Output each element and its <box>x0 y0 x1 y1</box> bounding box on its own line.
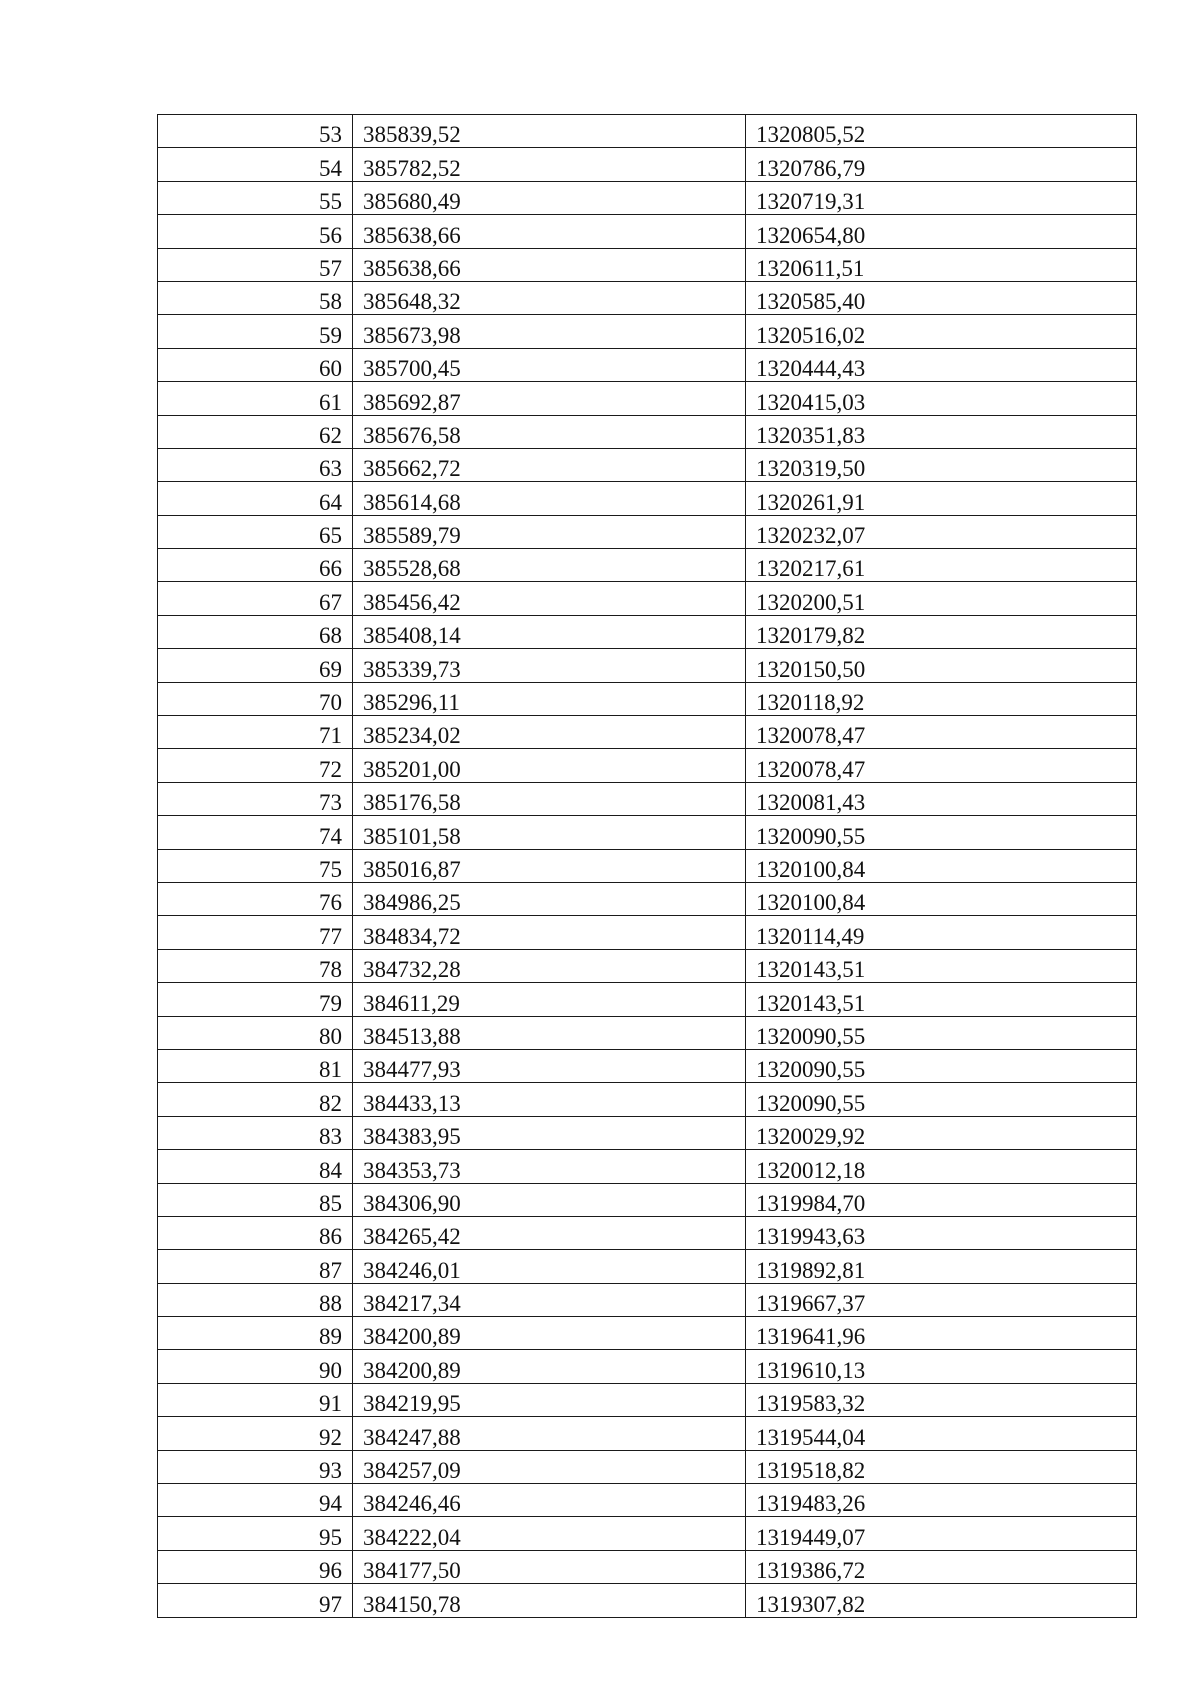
point-number-cell: 58 <box>158 281 353 314</box>
x-coordinate-cell: 385339,73 <box>353 649 746 682</box>
point-number-cell: 73 <box>158 782 353 815</box>
y-coordinate-cell: 1320090,55 <box>746 816 1137 849</box>
x-coordinate-cell: 385408,14 <box>353 615 746 648</box>
point-number-cell: 93 <box>158 1450 353 1483</box>
point-number-cell: 91 <box>158 1383 353 1416</box>
table-row <box>158 1083 1137 1116</box>
point-number-cell: 92 <box>158 1417 353 1450</box>
table-row <box>158 482 1137 515</box>
x-coordinate-cell: 385839,52 <box>353 115 746 148</box>
table-row <box>158 916 1137 949</box>
table-row <box>158 1383 1137 1416</box>
y-coordinate-cell: 1320090,55 <box>746 1016 1137 1049</box>
x-coordinate-cell: 384732,28 <box>353 949 746 982</box>
y-coordinate-cell: 1320179,82 <box>746 615 1137 648</box>
x-coordinate-cell: 385680,49 <box>353 181 746 214</box>
table-row <box>158 682 1137 715</box>
point-number-cell: 74 <box>158 816 353 849</box>
point-number-cell: 81 <box>158 1049 353 1082</box>
coordinates-table-body <box>158 115 1137 1618</box>
x-coordinate-cell: 384477,93 <box>353 1049 746 1082</box>
point-number-cell: 61 <box>158 382 353 415</box>
y-coordinate-cell: 1320805,52 <box>746 115 1137 148</box>
x-coordinate-cell: 384222,04 <box>353 1517 746 1550</box>
point-number-cell: 84 <box>158 1150 353 1183</box>
point-number-cell: 82 <box>158 1083 353 1116</box>
y-coordinate-cell: 1320090,55 <box>746 1049 1137 1082</box>
y-coordinate-cell: 1319610,13 <box>746 1350 1137 1383</box>
point-number-cell: 60 <box>158 348 353 381</box>
x-coordinate-cell: 385176,58 <box>353 782 746 815</box>
y-coordinate-cell: 1320143,51 <box>746 949 1137 982</box>
y-coordinate-cell: 1319386,72 <box>746 1550 1137 1583</box>
y-coordinate-cell: 1320143,51 <box>746 983 1137 1016</box>
y-coordinate-cell: 1320029,92 <box>746 1116 1137 1149</box>
table-row <box>158 816 1137 849</box>
table-row <box>158 382 1137 415</box>
table-row <box>158 1049 1137 1082</box>
y-coordinate-cell: 1319641,96 <box>746 1317 1137 1350</box>
y-coordinate-cell: 1320786,79 <box>746 148 1137 181</box>
point-number-cell: 83 <box>158 1116 353 1149</box>
x-coordinate-cell: 385456,42 <box>353 582 746 615</box>
point-number-cell: 65 <box>158 515 353 548</box>
x-coordinate-cell: 384353,73 <box>353 1150 746 1183</box>
table-row <box>158 1584 1137 1617</box>
y-coordinate-cell: 1320319,50 <box>746 448 1137 481</box>
table-row <box>158 716 1137 749</box>
y-coordinate-cell: 1320081,43 <box>746 782 1137 815</box>
table-row <box>158 1016 1137 1049</box>
point-number-cell: 94 <box>158 1484 353 1517</box>
table-row <box>158 315 1137 348</box>
x-coordinate-cell: 385673,98 <box>353 315 746 348</box>
y-coordinate-cell: 1319984,70 <box>746 1183 1137 1216</box>
table-row <box>158 1317 1137 1350</box>
table-row <box>158 582 1137 615</box>
y-coordinate-cell: 1320261,91 <box>746 482 1137 515</box>
table-row <box>158 348 1137 381</box>
table-row <box>158 1417 1137 1450</box>
x-coordinate-cell: 384433,13 <box>353 1083 746 1116</box>
point-number-cell: 79 <box>158 983 353 1016</box>
x-coordinate-cell: 385648,32 <box>353 281 746 314</box>
point-number-cell: 67 <box>158 582 353 615</box>
x-coordinate-cell: 384219,95 <box>353 1383 746 1416</box>
point-number-cell: 85 <box>158 1183 353 1216</box>
point-number-cell: 86 <box>158 1216 353 1249</box>
x-coordinate-cell: 385016,87 <box>353 849 746 882</box>
x-coordinate-cell: 384150,78 <box>353 1584 746 1617</box>
point-number-cell: 62 <box>158 415 353 448</box>
x-coordinate-cell: 384246,01 <box>353 1250 746 1283</box>
y-coordinate-cell: 1320100,84 <box>746 882 1137 915</box>
point-number-cell: 76 <box>158 882 353 915</box>
y-coordinate-cell: 1320351,83 <box>746 415 1137 448</box>
table-row <box>158 1517 1137 1550</box>
point-number-cell: 68 <box>158 615 353 648</box>
point-number-cell: 53 <box>158 115 353 148</box>
point-number-cell: 96 <box>158 1550 353 1583</box>
x-coordinate-cell: 384177,50 <box>353 1550 746 1583</box>
x-coordinate-cell: 385296,11 <box>353 682 746 715</box>
x-coordinate-cell: 384200,89 <box>353 1317 746 1350</box>
x-coordinate-cell: 384257,09 <box>353 1450 746 1483</box>
y-coordinate-cell: 1320719,31 <box>746 181 1137 214</box>
point-number-cell: 77 <box>158 916 353 949</box>
table-row <box>158 281 1137 314</box>
x-coordinate-cell: 384200,89 <box>353 1350 746 1383</box>
y-coordinate-cell: 1320078,47 <box>746 716 1137 749</box>
x-coordinate-cell: 385638,66 <box>353 215 746 248</box>
y-coordinate-cell: 1319943,63 <box>746 1216 1137 1249</box>
table-row <box>158 1350 1137 1383</box>
table-row <box>158 181 1137 214</box>
y-coordinate-cell: 1319483,26 <box>746 1484 1137 1517</box>
y-coordinate-cell: 1320078,47 <box>746 749 1137 782</box>
point-number-cell: 97 <box>158 1584 353 1617</box>
point-number-cell: 59 <box>158 315 353 348</box>
y-coordinate-cell: 1320444,43 <box>746 348 1137 381</box>
y-coordinate-cell: 1320516,02 <box>746 315 1137 348</box>
table-row <box>158 615 1137 648</box>
point-number-cell: 75 <box>158 849 353 882</box>
table-row <box>158 415 1137 448</box>
point-number-cell: 69 <box>158 649 353 682</box>
table-row <box>158 1216 1137 1249</box>
table-row <box>158 1550 1137 1583</box>
point-number-cell: 87 <box>158 1250 353 1283</box>
x-coordinate-cell: 384513,88 <box>353 1016 746 1049</box>
table-row <box>158 849 1137 882</box>
x-coordinate-cell: 384247,88 <box>353 1417 746 1450</box>
x-coordinate-cell: 385101,58 <box>353 816 746 849</box>
y-coordinate-cell: 1320217,61 <box>746 549 1137 582</box>
point-number-cell: 54 <box>158 148 353 181</box>
x-coordinate-cell: 385589,79 <box>353 515 746 548</box>
point-number-cell: 88 <box>158 1283 353 1316</box>
x-coordinate-cell: 385638,66 <box>353 248 746 281</box>
y-coordinate-cell: 1320118,92 <box>746 682 1137 715</box>
x-coordinate-cell: 384306,90 <box>353 1183 746 1216</box>
table-row <box>158 1183 1137 1216</box>
y-coordinate-cell: 1319583,32 <box>746 1383 1137 1416</box>
table-row <box>158 1484 1137 1517</box>
table-row <box>158 448 1137 481</box>
y-coordinate-cell: 1319667,37 <box>746 1283 1137 1316</box>
x-coordinate-cell: 384246,46 <box>353 1484 746 1517</box>
x-coordinate-cell: 384834,72 <box>353 916 746 949</box>
point-number-cell: 70 <box>158 682 353 715</box>
table-row <box>158 148 1137 181</box>
y-coordinate-cell: 1319518,82 <box>746 1450 1137 1483</box>
x-coordinate-cell: 385782,52 <box>353 148 746 181</box>
table-row <box>158 115 1137 148</box>
point-number-cell: 89 <box>158 1317 353 1350</box>
y-coordinate-cell: 1320012,18 <box>746 1150 1137 1183</box>
y-coordinate-cell: 1319449,07 <box>746 1517 1137 1550</box>
point-number-cell: 63 <box>158 448 353 481</box>
y-coordinate-cell: 1320654,80 <box>746 215 1137 248</box>
y-coordinate-cell: 1320415,03 <box>746 382 1137 415</box>
table-row <box>158 215 1137 248</box>
y-coordinate-cell: 1320114,49 <box>746 916 1137 949</box>
point-number-cell: 95 <box>158 1517 353 1550</box>
x-coordinate-cell: 385234,02 <box>353 716 746 749</box>
coordinates-table <box>157 114 1137 1618</box>
table-row <box>158 1283 1137 1316</box>
point-number-cell: 80 <box>158 1016 353 1049</box>
y-coordinate-cell: 1320232,07 <box>746 515 1137 548</box>
x-coordinate-cell: 384217,34 <box>353 1283 746 1316</box>
table-row <box>158 1250 1137 1283</box>
point-number-cell: 56 <box>158 215 353 248</box>
table-row <box>158 649 1137 682</box>
table-row <box>158 248 1137 281</box>
x-coordinate-cell: 385692,87 <box>353 382 746 415</box>
table-row <box>158 515 1137 548</box>
x-coordinate-cell: 385201,00 <box>353 749 746 782</box>
point-number-cell: 72 <box>158 749 353 782</box>
table-row <box>158 749 1137 782</box>
y-coordinate-cell: 1320611,51 <box>746 248 1137 281</box>
table-row <box>158 983 1137 1016</box>
x-coordinate-cell: 384611,29 <box>353 983 746 1016</box>
point-number-cell: 64 <box>158 482 353 515</box>
x-coordinate-cell: 384265,42 <box>353 1216 746 1249</box>
table-row <box>158 882 1137 915</box>
y-coordinate-cell: 1319307,82 <box>746 1584 1137 1617</box>
point-number-cell: 57 <box>158 248 353 281</box>
y-coordinate-cell: 1319892,81 <box>746 1250 1137 1283</box>
x-coordinate-cell: 385700,45 <box>353 348 746 381</box>
y-coordinate-cell: 1320150,50 <box>746 649 1137 682</box>
table-row <box>158 1116 1137 1149</box>
table-row <box>158 549 1137 582</box>
point-number-cell: 55 <box>158 181 353 214</box>
point-number-cell: 71 <box>158 716 353 749</box>
x-coordinate-cell: 384986,25 <box>353 882 746 915</box>
y-coordinate-cell: 1320585,40 <box>746 281 1137 314</box>
table-row <box>158 782 1137 815</box>
point-number-cell: 90 <box>158 1350 353 1383</box>
point-number-cell: 66 <box>158 549 353 582</box>
y-coordinate-cell: 1320090,55 <box>746 1083 1137 1116</box>
x-coordinate-cell: 385662,72 <box>353 448 746 481</box>
x-coordinate-cell: 384383,95 <box>353 1116 746 1149</box>
y-coordinate-cell: 1319544,04 <box>746 1417 1137 1450</box>
x-coordinate-cell: 385614,68 <box>353 482 746 515</box>
table-row <box>158 949 1137 982</box>
table-row <box>158 1150 1137 1183</box>
y-coordinate-cell: 1320100,84 <box>746 849 1137 882</box>
x-coordinate-cell: 385676,58 <box>353 415 746 448</box>
y-coordinate-cell: 1320200,51 <box>746 582 1137 615</box>
point-number-cell: 78 <box>158 949 353 982</box>
x-coordinate-cell: 385528,68 <box>353 549 746 582</box>
table-row <box>158 1450 1137 1483</box>
